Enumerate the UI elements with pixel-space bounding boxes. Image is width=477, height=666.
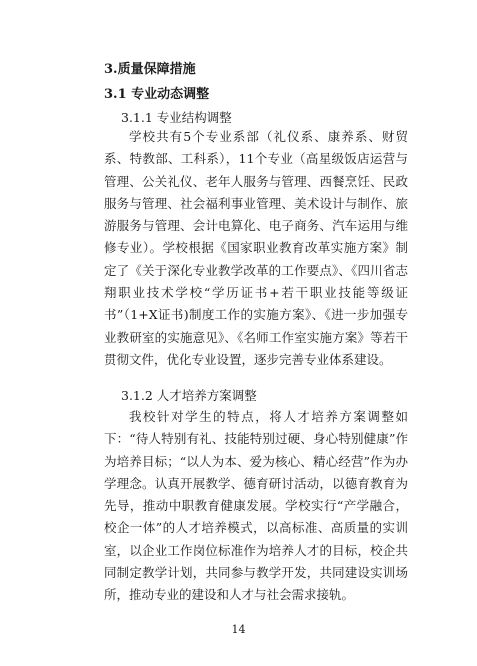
paragraph-structure-adjustment: 学校共有5个专业系部（礼仪系、康养系、财贸系、特教部、工科系），11个专业（高星级饭店运营与管理、公关礼仪、老年人服务与管理、西餐烹饪、民政服务与管理、社会福利事业管理、美术设计与制作、旅游服务与管理、会计电算化、电子商务、汽车运用与维修专业）。学校根据《国家职业教育改革实施方案》制定了《关于深化专业教学改革的工作要点》、《四川省志翔职业技术学校“学历证书+若干职业技能等级证书”（1+X证书)制度工作的实施方案》、《进一步加强专业教研室的实施意见》、《名师工作室实施方案》等若干贯彻文件，优化专业设置，逐步完善专业体系建设。	[104, 129, 408, 367]
subsection-heading: 3.1 专业动态调整	[104, 87, 210, 102]
section-heading: 3.质量保障措施	[104, 62, 196, 77]
subheading-training-plan-adjustment: 3.1.2 人才培养方案调整	[121, 388, 257, 403]
subheading-structure-adjustment: 3.1.1 专业结构调整	[121, 110, 232, 125]
paragraph-training-plan-adjustment: 我校针对学生的特点，将人才培养方案调整如下：“待人特别有礼、技能特别过硬、身心特别健康”作为培养目标；“以人为本、爱为核心、精心经营”作为办学理念。认真开展教学、德育研讨活动，以德育教育为先导，推动中职教育健康发展。学校实行“产学融合，校企一体”的人才培养模式，以高标准、高质量的实训室，以企业工作岗位标准作为培养人才的目标，校企共同制定教学计划，共同参与教学开发，共同建设实训场所，推动专业的建设和人才与社会需求接轨。	[104, 409, 408, 603]
page-number: 14	[231, 623, 246, 636]
